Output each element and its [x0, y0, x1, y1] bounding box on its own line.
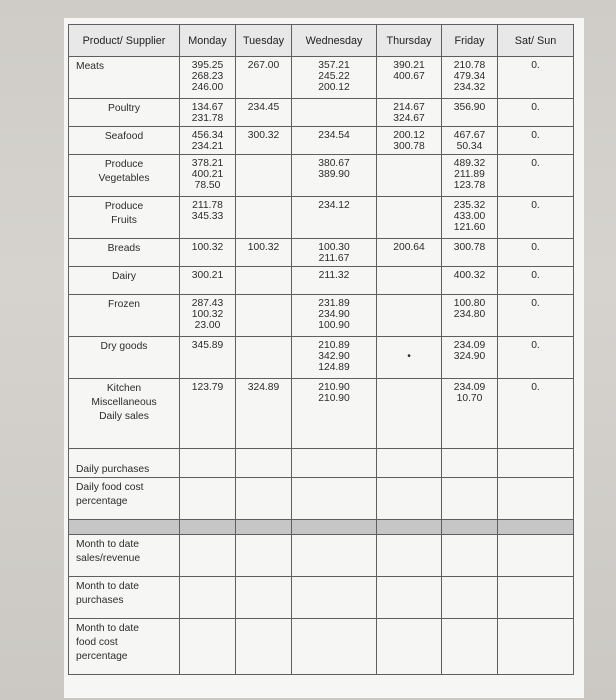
row-label — [69, 337, 180, 379]
cell-value: 0. — [531, 340, 540, 351]
row-label-line: Frozen — [107, 299, 141, 310]
value-cell — [377, 295, 442, 337]
row-label-line: Daily sales — [99, 411, 149, 422]
row-label-line: Poultry — [107, 103, 141, 114]
value-cell — [180, 337, 236, 379]
cell-value: 400.32 — [453, 270, 486, 281]
cell-value: 300.32 — [247, 130, 280, 141]
value-cell — [180, 379, 236, 449]
value-cell — [442, 379, 498, 449]
value-cell — [236, 155, 292, 197]
value-cell — [292, 127, 377, 155]
value-cell — [442, 449, 498, 478]
separator-cell — [292, 520, 377, 535]
row-label-line: sales/revenue — [76, 553, 141, 564]
value-cell — [377, 57, 442, 99]
separator-cell — [377, 520, 442, 535]
cell-value: 378.21 — [191, 158, 224, 169]
row-label-line: Daily food cost — [76, 482, 144, 493]
cell-value: 467.67 — [453, 130, 486, 141]
cell-value: 433.00 — [453, 211, 486, 223]
row-label-line: Dry goods — [100, 341, 148, 352]
cell-value: 0. — [531, 158, 540, 169]
table-row — [69, 478, 574, 520]
cell-value: 489.32 — [453, 158, 486, 169]
separator-row — [69, 520, 574, 535]
value-cell — [377, 99, 442, 127]
row-label-line: percentage — [76, 496, 128, 507]
cell-value: 200.12 — [393, 130, 425, 141]
cell-value: 234.90 — [318, 309, 350, 321]
column-header: Monday — [180, 25, 236, 57]
value-cell — [236, 619, 292, 675]
cell-value: 211.89 — [454, 169, 485, 181]
cell-value: 123.79 — [191, 382, 224, 393]
value-cell — [236, 449, 292, 478]
cell-value: 395.25 — [191, 60, 224, 71]
cell-value: 357.21 — [318, 60, 350, 71]
cell-value: 0. — [531, 60, 540, 71]
value-cell — [180, 535, 236, 577]
value-cell — [498, 478, 574, 520]
value-cell — [377, 577, 442, 619]
row-label-line: purchases — [76, 595, 124, 606]
row-label — [69, 577, 180, 619]
table-row — [69, 619, 574, 675]
row-label-line: Produce — [104, 201, 144, 212]
value-cell — [292, 267, 377, 295]
value-cell — [498, 619, 574, 675]
cell-value: 287.43 — [191, 298, 224, 309]
column-header: Sat/ Sun — [498, 25, 574, 57]
row-label — [69, 239, 180, 267]
cell-value: 345.33 — [191, 211, 224, 223]
cell-value: 100.32 — [191, 242, 224, 253]
cell-value: 134.67 — [191, 102, 224, 113]
cell-value: 400.21 — [191, 169, 224, 181]
table-row — [69, 449, 574, 478]
column-header: Product/ Supplier — [69, 25, 180, 57]
value-cell — [377, 267, 442, 295]
table-row — [69, 337, 574, 379]
table-row — [69, 155, 574, 197]
cell-value: 210.90 — [318, 393, 350, 405]
cell-value: 0. — [531, 270, 540, 281]
cell-value: 50.34 — [456, 141, 483, 153]
value-cell — [180, 449, 236, 478]
value-cell — [292, 379, 377, 449]
cell-value: 210.89 — [318, 340, 350, 351]
table-row — [69, 127, 574, 155]
row-label — [69, 619, 180, 675]
value-cell — [292, 619, 377, 675]
cell-value: 0. — [531, 298, 540, 309]
cell-value: 0. — [531, 382, 540, 393]
food-cost-table — [68, 24, 574, 675]
row-label-line: Seafood — [104, 131, 144, 142]
cell-value: 0. — [531, 102, 540, 113]
row-label-line: percentage — [76, 651, 128, 662]
value-cell — [442, 239, 498, 267]
separator-cell — [69, 520, 180, 535]
cell-value: 23.00 — [194, 320, 221, 332]
cell-value: 100.30 — [318, 242, 350, 253]
cell-value: 390.21 — [393, 60, 425, 71]
value-cell — [498, 449, 574, 478]
row-label-line: Produce — [104, 159, 144, 170]
value-cell — [377, 239, 442, 267]
value-cell — [498, 577, 574, 619]
value-cell — [180, 478, 236, 520]
cell-value: 100.32 — [191, 309, 224, 321]
value-cell — [292, 57, 377, 99]
cell-value: 234.45 — [247, 102, 280, 113]
cell-value: 200.12 — [318, 82, 350, 94]
cell-value: 0. — [531, 200, 540, 211]
cell-value: 345.89 — [191, 340, 224, 351]
cell-value: 356.90 — [453, 102, 486, 113]
value-cell — [236, 478, 292, 520]
row-label — [69, 449, 180, 478]
value-cell — [236, 99, 292, 127]
value-cell — [498, 99, 574, 127]
cell-value: 268.23 — [191, 71, 224, 83]
value-cell — [442, 155, 498, 197]
value-cell — [236, 267, 292, 295]
value-cell — [442, 267, 498, 295]
row-label — [69, 295, 180, 337]
header-row — [69, 25, 574, 57]
cell-value: 389.90 — [318, 169, 350, 181]
cell-value: 234.54 — [318, 130, 350, 141]
value-cell — [236, 379, 292, 449]
value-cell — [292, 155, 377, 197]
cell-value: 78.50 — [194, 180, 221, 192]
value-cell — [442, 619, 498, 675]
cell-value: 234.09 — [453, 340, 486, 351]
cell-value: 231.78 — [191, 113, 224, 125]
table-row — [69, 197, 574, 239]
row-label — [69, 478, 180, 520]
cell-value: 211.67 — [318, 253, 350, 265]
cell-value: 235.32 — [453, 200, 486, 211]
value-cell — [180, 267, 236, 295]
row-label-line: Month to date — [76, 623, 139, 634]
value-cell — [292, 239, 377, 267]
cell-value: 324.90 — [453, 351, 486, 363]
cell-value: 211.32 — [318, 270, 350, 281]
value-cell — [498, 155, 574, 197]
cell-value: 246.00 — [191, 82, 224, 94]
cell-value: 479.34 — [453, 71, 486, 83]
row-label-line: Dairy — [111, 271, 137, 282]
row-label-line: Breads — [107, 243, 141, 254]
cell-value: 456.34 — [191, 130, 224, 141]
value-cell — [442, 295, 498, 337]
value-cell — [180, 295, 236, 337]
row-label-line: Kitchen — [106, 383, 142, 394]
value-cell — [180, 155, 236, 197]
separator-cell — [180, 520, 236, 535]
row-label — [69, 535, 180, 577]
cell-value: 200.64 — [393, 242, 425, 253]
table-row — [69, 99, 574, 127]
value-cell — [236, 295, 292, 337]
column-header: Thursday — [377, 25, 442, 57]
value-cell — [292, 577, 377, 619]
separator-cell — [498, 520, 574, 535]
cell-value: 210.90 — [318, 382, 350, 393]
value-cell — [377, 478, 442, 520]
table-row — [69, 379, 574, 449]
cell-value: 10.70 — [456, 393, 483, 405]
cell-value: 234.32 — [453, 82, 486, 94]
value-cell — [377, 619, 442, 675]
value-cell — [498, 239, 574, 267]
cell-value: 267.00 — [247, 60, 280, 71]
cell-value: 100.80 — [453, 298, 486, 309]
separator-cell — [442, 520, 498, 535]
value-cell — [377, 449, 442, 478]
value-cell — [377, 379, 442, 449]
cell-value: 100.90 — [318, 320, 350, 332]
value-cell — [377, 155, 442, 197]
cell-value: 211.78 — [192, 200, 223, 211]
value-cell — [180, 577, 236, 619]
row-label-line: Vegetables — [98, 173, 150, 184]
value-cell — [236, 127, 292, 155]
value-cell — [442, 57, 498, 99]
value-cell — [442, 478, 498, 520]
value-cell — [292, 99, 377, 127]
value-cell — [292, 197, 377, 239]
value-cell — [377, 535, 442, 577]
value-cell — [292, 478, 377, 520]
separator-cell — [236, 520, 292, 535]
row-label — [69, 155, 180, 197]
value-cell — [236, 535, 292, 577]
cell-value: 245.22 — [318, 71, 350, 83]
value-cell — [498, 337, 574, 379]
row-label — [69, 57, 180, 99]
cell-value: 300.78 — [453, 242, 486, 253]
cell-value: 234.12 — [318, 200, 350, 211]
cell-value: 0. — [531, 130, 540, 141]
row-label-line: Month to date — [76, 539, 139, 550]
row-label — [69, 99, 180, 127]
table-row — [69, 267, 574, 295]
value-cell — [498, 197, 574, 239]
value-cell — [180, 619, 236, 675]
value-cell — [377, 197, 442, 239]
row-label — [69, 267, 180, 295]
value-cell — [442, 99, 498, 127]
row-label — [69, 197, 180, 239]
value-cell — [236, 57, 292, 99]
cell-value: 214.67 — [393, 102, 425, 113]
table-row — [69, 535, 574, 577]
row-label-line: Month to date — [76, 581, 139, 592]
value-cell — [236, 577, 292, 619]
cell-value: 231.89 — [318, 298, 350, 309]
value-cell — [442, 197, 498, 239]
cell-value: 0. — [531, 242, 540, 253]
value-cell — [498, 379, 574, 449]
cell-value: 234.80 — [453, 309, 486, 321]
value-cell — [377, 337, 442, 379]
cell-value: 210.78 — [453, 60, 486, 71]
cell-value: 300.21 — [191, 270, 224, 281]
value-cell — [377, 127, 442, 155]
row-label-line: Meats — [76, 61, 105, 72]
cell-value: 124.89 — [318, 362, 350, 374]
value-cell — [498, 295, 574, 337]
value-cell — [180, 99, 236, 127]
row-label-line: Fruits — [111, 215, 137, 226]
value-cell — [236, 197, 292, 239]
cell-value: 380.67 — [318, 158, 350, 169]
column-header: Friday — [442, 25, 498, 57]
table-row — [69, 57, 574, 99]
cell-value: 123.78 — [453, 180, 486, 192]
value-cell — [180, 57, 236, 99]
value-cell — [498, 127, 574, 155]
table-row — [69, 239, 574, 267]
cell-value: • — [407, 351, 411, 362]
cell-value: 400.67 — [393, 71, 425, 83]
row-label-line: Daily purchases — [76, 464, 150, 475]
cell-value: 300.78 — [393, 141, 425, 153]
cell-value: 234.09 — [453, 382, 486, 393]
value-cell — [442, 535, 498, 577]
table-row — [69, 577, 574, 619]
row-label — [69, 379, 180, 449]
cell-value: 234.21 — [191, 141, 224, 153]
value-cell — [498, 535, 574, 577]
value-cell — [442, 127, 498, 155]
column-header: Wednesday — [292, 25, 377, 57]
row-label-line: Miscellaneous — [91, 397, 157, 408]
value-cell — [292, 337, 377, 379]
value-cell — [442, 337, 498, 379]
value-cell — [292, 449, 377, 478]
column-header: Tuesday — [236, 25, 292, 57]
value-cell — [180, 197, 236, 239]
value-cell — [442, 577, 498, 619]
value-cell — [236, 239, 292, 267]
value-cell — [180, 239, 236, 267]
value-cell — [236, 337, 292, 379]
cell-value: 342.90 — [318, 351, 350, 363]
value-cell — [498, 57, 574, 99]
cell-value: 121.60 — [453, 222, 486, 234]
value-cell — [498, 267, 574, 295]
cell-value: 324.67 — [393, 113, 425, 125]
value-cell — [292, 295, 377, 337]
row-label — [69, 127, 180, 155]
cell-value: 100.32 — [247, 242, 280, 253]
row-label-line: food cost — [76, 637, 118, 648]
value-cell — [180, 127, 236, 155]
table-row — [69, 295, 574, 337]
cell-value: 324.89 — [247, 382, 280, 393]
value-cell — [292, 535, 377, 577]
